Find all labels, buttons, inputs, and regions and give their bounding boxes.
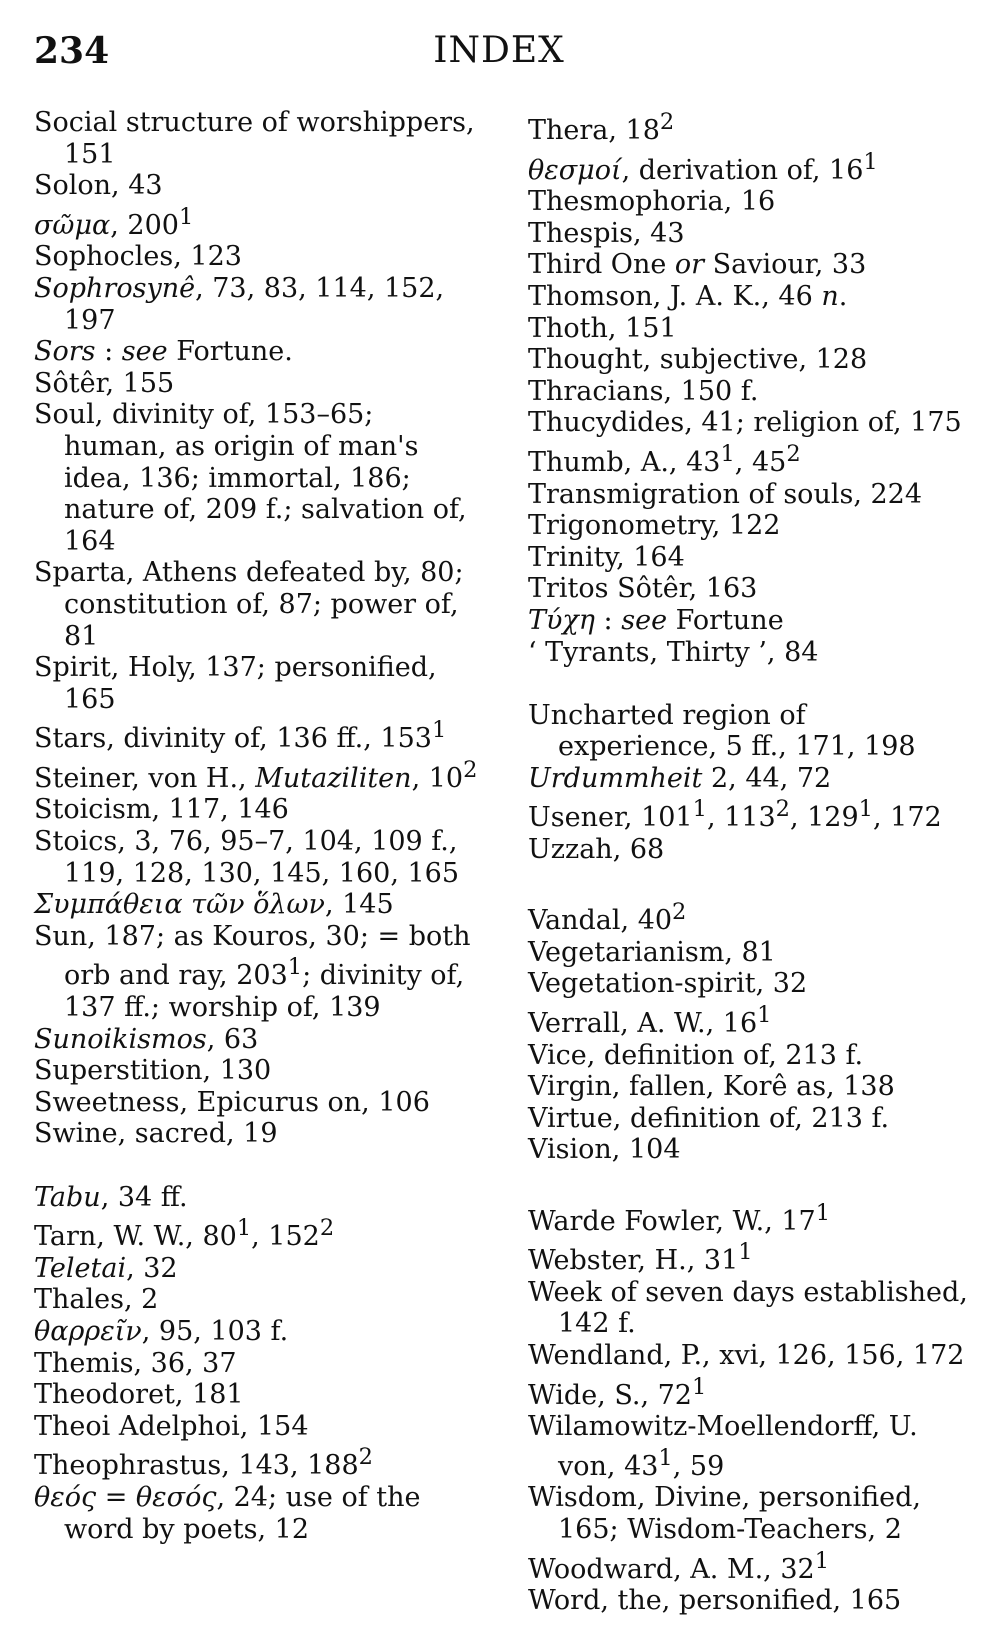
index-entry: Sweetness, Epicurus on, 106 [34, 1086, 430, 1118]
index-entry: Transmigration of souls, 224 [528, 478, 923, 510]
page-number: 234 [34, 30, 110, 72]
index-entry: Verrall, A. W., $16^1$ [528, 1002, 772, 1040]
section-gap [528, 866, 968, 898]
index-entry: Vegetation-spirit, 32 [528, 968, 808, 1000]
index-entry: Wide, S., $72^1$ [528, 1373, 707, 1411]
index-entry: Sors : see Fortune. [34, 336, 293, 368]
index-entry: Tarn, W. W., $80^1$, $152^2$ [34, 1215, 335, 1253]
index-entry: Theodoret, 181 [34, 1379, 244, 1411]
index-entry: Thales, 2 [34, 1284, 159, 1316]
section-gap [528, 1166, 968, 1198]
index-entry: Vice, definition of, 213 f. [528, 1039, 864, 1071]
index-entry: Uncharted region of experience, 5 ff., 171, 198 [528, 699, 916, 763]
index-entry: Stars, divinity of, 136 ff., $153^1$ [34, 717, 447, 755]
index-entry: Theoi Adelphoi, 154 [34, 1410, 309, 1442]
index-entry: Solon, 43 [34, 170, 163, 202]
index-entry: Wisdom, Divine, personified, 165; Wisdom-Teachers, 2 [528, 1482, 921, 1545]
index-entry: Thesmophoria, 16 [528, 186, 776, 218]
section-gap [34, 1150, 484, 1182]
page-header [34, 30, 964, 80]
index-entry: ‘ Tyrants, Thirty ’, 84 [528, 636, 819, 668]
index-entry: Sun, 187; as Kouros, 30; = both orb and ray, $203^1$; divinity of, 137 ff.; worship of, 139 [34, 920, 471, 1024]
index-entry: Virtue, definition of, 213 f. [528, 1102, 890, 1134]
index-entry: Tritos Sôtêr, 163 [528, 573, 758, 605]
index-entry: Sophrosynê, 73, 83, 114, 152, 197 [34, 272, 445, 336]
index-entry: Συμπάθεια τῶν ὅλων, 145 [34, 889, 394, 921]
index-entry: Thought, subjective, 128 [528, 344, 868, 376]
index-entry: σῶμα, $200^1$ [34, 203, 194, 241]
index-entry: Swine, sacred, 19 [34, 1118, 278, 1150]
section-gap [528, 668, 968, 700]
index-entry: Word, the, personified, 165 [528, 1585, 902, 1617]
index-entry: Virgin, fallen, Korê as, 138 [528, 1071, 895, 1103]
index-entry: Thoth, 151 [528, 312, 677, 344]
index-entry: Stoics, 3, 76, 95–7, 104, 109 f., 119, 128, 130, 145, 160, 165 [34, 826, 460, 889]
index-entry: Usener, $101^1$, $113^2$, $129^1$, 172 [528, 796, 942, 834]
index-entry: Theophrastus, 143, $188^2$ [34, 1444, 373, 1482]
index-entry: Stoicism, 117, 146 [34, 794, 289, 826]
index-entry: Warde Fowler, W., $17^1$ [528, 1199, 831, 1237]
index-entry: Woodward, A. M., $32^1$ [528, 1547, 830, 1585]
index-entry: Trigonometry, 122 [528, 510, 781, 542]
index-entry: Thomson, J. A. K., 46 n. [528, 280, 848, 312]
index-entry: θαρρεῖν, 95, 103 f. [34, 1315, 289, 1347]
index-entry: Thera, $18^2$ [528, 109, 675, 146]
index-entry: Steiner, von H., Mutaziliten, $10^2$ [34, 756, 478, 794]
index-entry: Sôtêr, 155 [34, 367, 175, 399]
index-entry: Themis, 36, 37 [34, 1347, 237, 1379]
index-entry: Urdummheit 2, 44, 72 [528, 762, 832, 794]
index-entry: Thumb, A., $43^1$, $45^2$ [528, 440, 801, 478]
index-entry: Sparta, Athens defeated by, 80; constitution of, 87; power of, 81 [34, 557, 464, 652]
index-entry: Week of seven days established, 142 f. [528, 1276, 968, 1340]
index-column-left [34, 107, 484, 1545]
index-entry: Vision, 104 [528, 1134, 681, 1166]
index-column-right [528, 107, 968, 1617]
index-entry: Thucydides, 41; religion of, 175 [528, 407, 962, 439]
index-entry: Webster, H., $31^1$ [528, 1239, 753, 1277]
index-entry: Trinity, 164 [528, 541, 685, 573]
index-entry: Thespis, 43 [528, 217, 685, 249]
index-entry: Third One or Saviour, 33 [528, 249, 867, 281]
index-entry: Vegetarianism, 81 [528, 936, 776, 968]
index-entry: Wendland, P., xvi, 126, 156, 172 [528, 1339, 965, 1371]
index-entry: Soul, divinity of, 153–65; human, as origin of man's idea, 136; immortal, 186; nature of, 209 f.; salvation of, 164 [34, 399, 467, 557]
index-entry: Superstition, 130 [34, 1055, 272, 1087]
index-entry: Τύχη : see Fortune [528, 604, 784, 636]
index-entry: Sunoikismos, 63 [34, 1023, 259, 1055]
index-entry: Thracians, 150 f. [528, 375, 759, 407]
index-entry: Sophocles, 123 [34, 241, 242, 273]
index-entry: Uzzah, 68 [528, 834, 665, 866]
index-entry: Vandal, $40^2$ [528, 899, 687, 937]
page-title: INDEX [433, 30, 565, 71]
index-entry: Tabu, 34 ff. [34, 1181, 188, 1213]
index-entry: θεσμοί, derivation of, $16^1$ [528, 148, 878, 186]
index-entry: Teletai, 32 [34, 1252, 178, 1284]
index-entry: Social structure of worshippers, 151 [34, 107, 475, 170]
index-entry: Wilamowitz-Moellendorff, U. von, $43^1$, 59 [528, 1411, 918, 1482]
index-entry: θεός = θεσός, 24; use of the word by poets, 12 [34, 1481, 421, 1545]
index-entry: Spirit, Holy, 137; personified, 165 [34, 652, 437, 715]
